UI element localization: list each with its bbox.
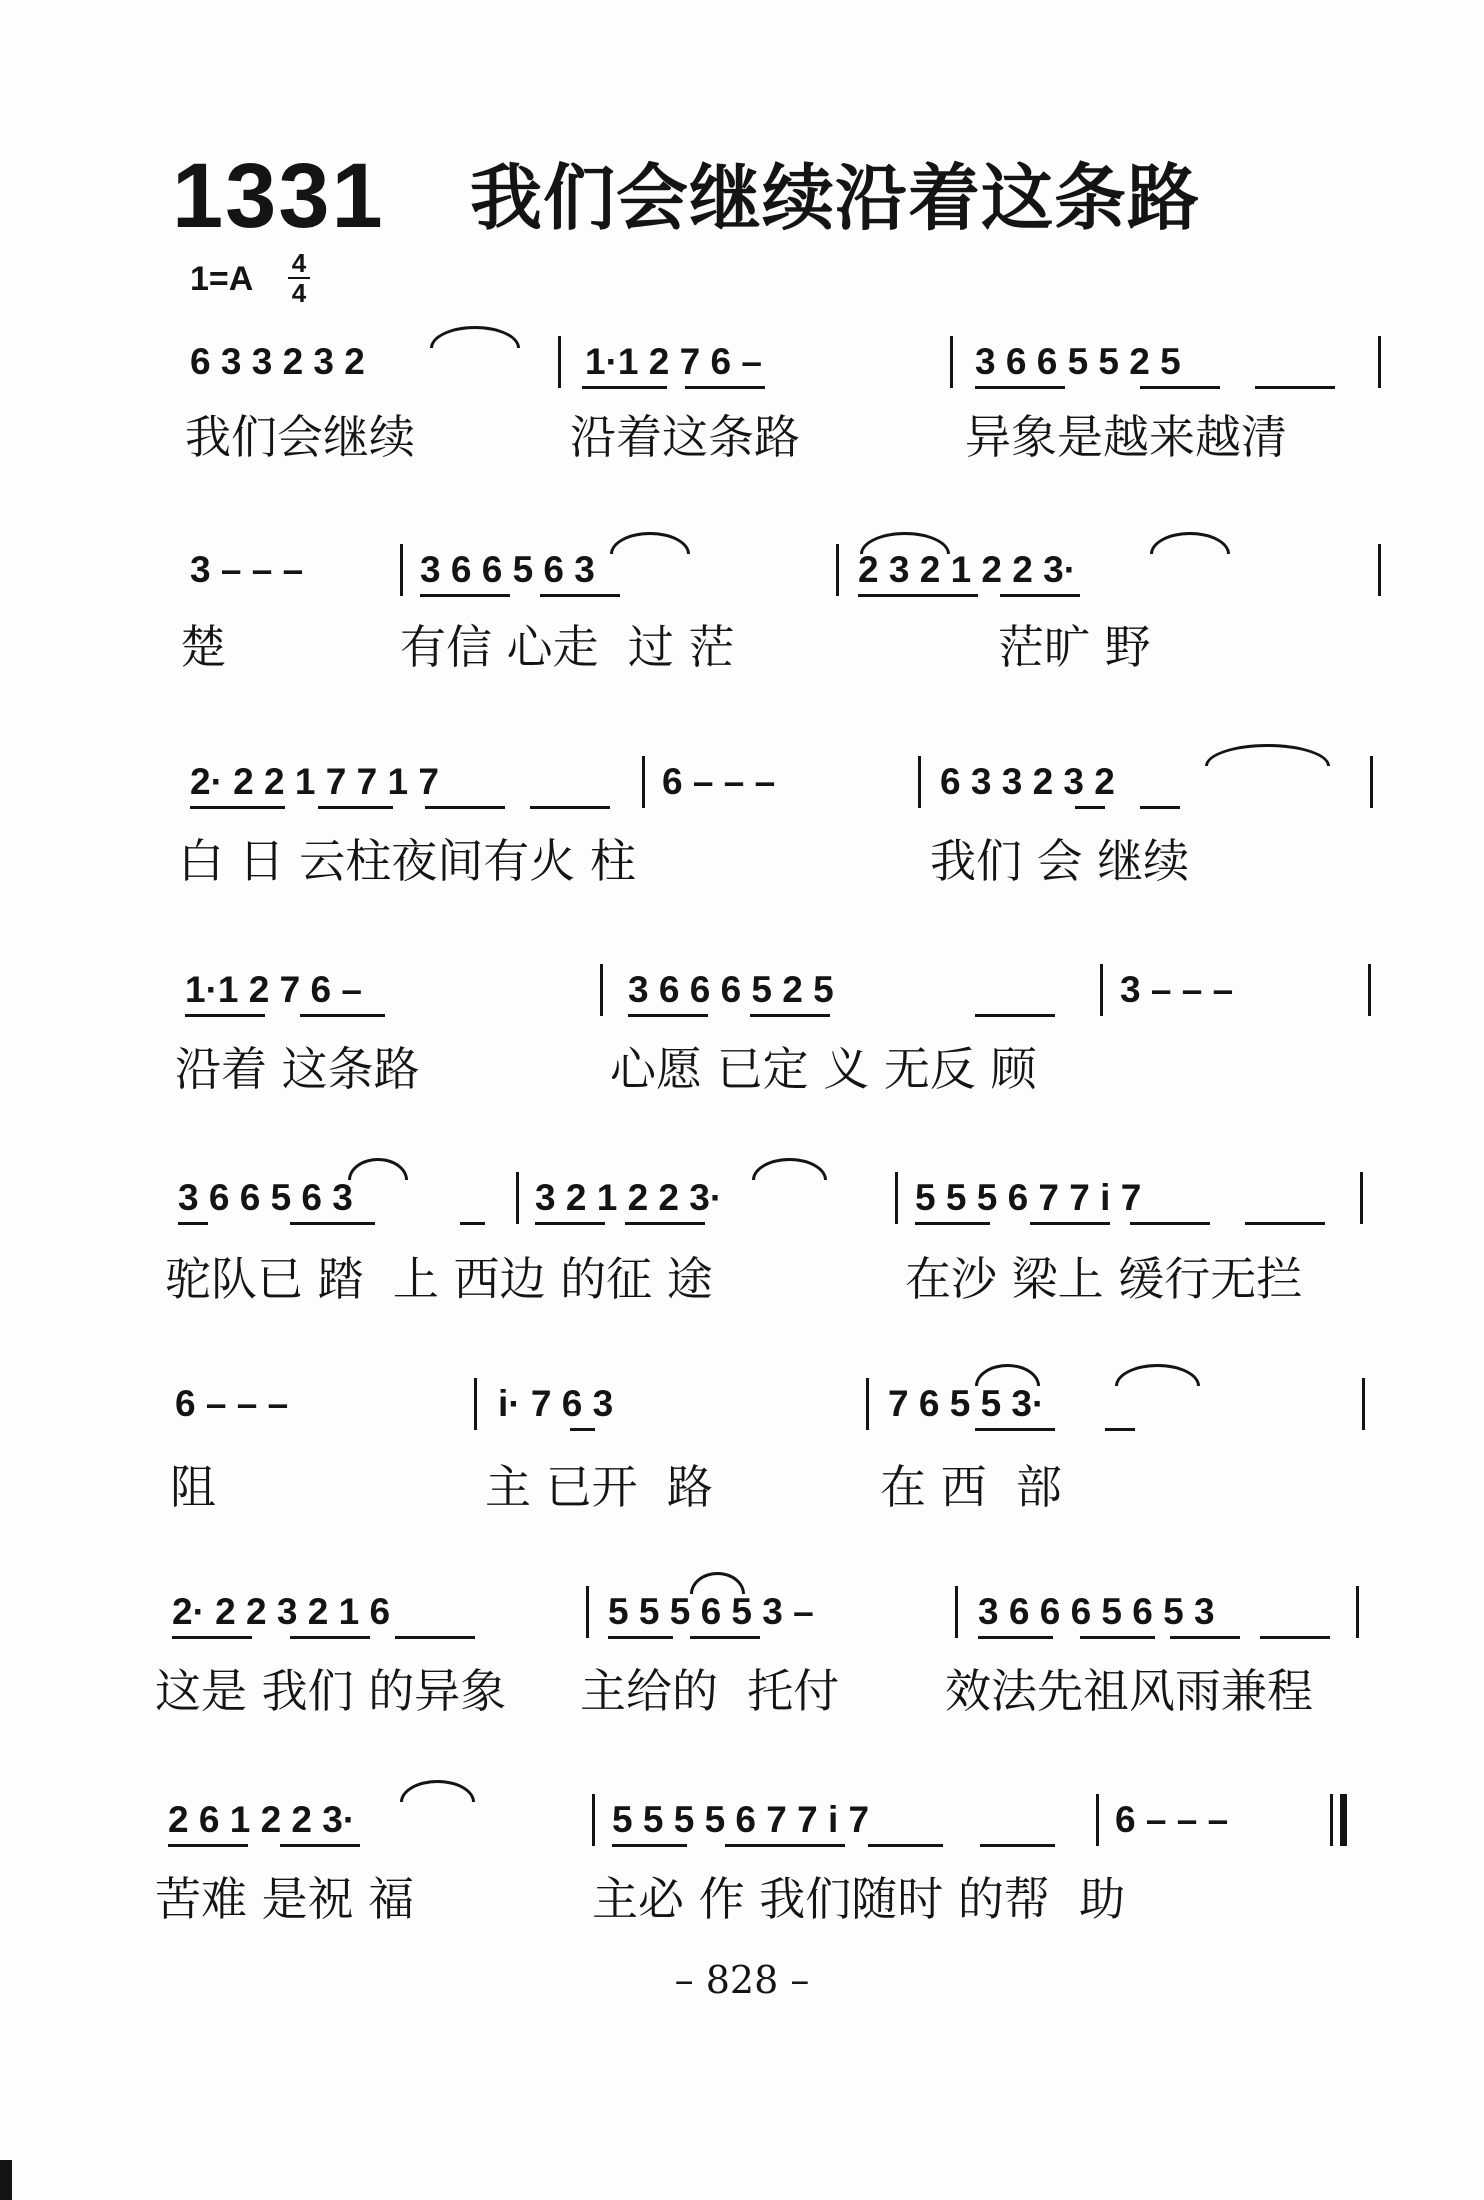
notation-line: [0, 1168, 1484, 1228]
lyric-line: [0, 826, 1484, 896]
lyric-text: 我们 会 继续: [930, 834, 1190, 888]
lyric-text: 这是 我们 的异象: [155, 1664, 507, 1718]
bar-line: [600, 964, 603, 1016]
bar-line: [400, 544, 403, 596]
beam-underline: [290, 1636, 370, 1639]
beam-underline: [750, 1014, 830, 1017]
lyric-line: [0, 1244, 1484, 1314]
lyric-text: 有信 心走 过 茫: [400, 620, 735, 674]
notation-line: [0, 752, 1484, 812]
bar-line: [1100, 964, 1103, 1016]
bar-line: [950, 336, 953, 388]
measure: 7 6 5 5 3·: [888, 1383, 1045, 1424]
measure: 2 3 2 1 2 2 3·: [858, 549, 1077, 590]
slur: [430, 326, 520, 348]
lyric-text: 白 日 云柱夜间有火 柱: [178, 834, 636, 888]
measure: 5 5 5 5 6 7 7 i 7: [612, 1799, 870, 1840]
notation-line: [0, 1582, 1484, 1642]
slur: [752, 1158, 827, 1180]
bar-line: [1360, 1172, 1363, 1224]
time-signature: [288, 250, 310, 306]
measure: 3 – – –: [190, 549, 304, 590]
final-bar-line: [1340, 1794, 1347, 1846]
song-number: 1331: [172, 145, 385, 247]
beam-underline: [530, 806, 610, 809]
beam-underline: [1075, 806, 1105, 809]
measure: 5 5 5 6 5 3 –: [608, 1591, 814, 1632]
beam-underline: [980, 1844, 1055, 1847]
bar-line: [586, 1586, 589, 1638]
measure: 2· 2 2 3 2 1 6: [172, 1591, 391, 1632]
time-signature-bottom: 4: [291, 278, 307, 308]
beam-underline: [725, 1844, 845, 1847]
time-signature-top: 4: [288, 250, 310, 279]
bar-line: [895, 1172, 898, 1224]
measure: 3 6 6 6 5 6 5 3: [978, 1591, 1215, 1632]
key-signature: 1=A: [190, 260, 254, 298]
beam-underline: [300, 1014, 385, 1017]
measure: 3 6 6 5 6 3: [178, 1177, 353, 1218]
beam-underline: [915, 1222, 990, 1225]
measure: 6 – – –: [662, 761, 776, 802]
lyric-text: 沿着 这条路: [175, 1042, 420, 1096]
slur: [348, 1158, 408, 1180]
beam-underline: [178, 1222, 208, 1225]
lyric-line: [0, 612, 1484, 682]
lyric-text: 心愿 已定 义 无反 顾: [610, 1042, 1037, 1096]
beam-underline: [168, 1844, 248, 1847]
notation-line: [0, 1374, 1484, 1434]
measure: 5 5 5 6 7 7 i 7: [915, 1177, 1142, 1218]
beam-underline: [628, 1014, 708, 1017]
slur: [1150, 532, 1230, 554]
beam-underline: [425, 806, 505, 809]
slur: [975, 1364, 1040, 1386]
lyric-text: 楚: [180, 620, 226, 674]
beam-underline: [172, 1636, 252, 1639]
lyric-text: 苦难 是祝 福: [155, 1872, 415, 1926]
slur: [1115, 1364, 1200, 1386]
bar-line: [642, 756, 645, 808]
lyric-line: [0, 402, 1484, 472]
notation-line: [0, 332, 1484, 392]
lyric-text: 驼队已 踏 上 西边 的征 途: [165, 1252, 713, 1306]
beam-underline: [1140, 806, 1180, 809]
lyric-text: 主给的 托付: [580, 1664, 840, 1718]
beam-underline: [318, 806, 393, 809]
measure: 1·1 2 7 6 –: [185, 969, 362, 1010]
bar-line: [516, 1172, 519, 1224]
beam-underline: [290, 1222, 375, 1225]
beam-underline: [1140, 386, 1220, 389]
scan-corner-mark: [0, 2160, 12, 2200]
measure: 3 6 6 5 6 3: [420, 549, 595, 590]
bar-line: [918, 756, 921, 808]
measure: 1·1 2 7 6 –: [585, 341, 762, 382]
notation-line: [0, 1790, 1484, 1850]
lyric-text: 阻: [170, 1460, 216, 1514]
beam-underline: [1245, 1222, 1325, 1225]
beam-underline: [685, 386, 765, 389]
beam-underline: [535, 1222, 605, 1225]
bar-line: [836, 544, 839, 596]
final-bar-line: [1330, 1794, 1333, 1846]
beam-underline: [1255, 386, 1335, 389]
lyric-line: [0, 1656, 1484, 1726]
beam-underline: [540, 594, 620, 597]
beam-underline: [975, 1428, 1055, 1431]
lyric-text: 沿着这条路: [570, 410, 800, 464]
slur: [400, 1780, 475, 1802]
measure: 6 3 3 2 3 2: [190, 341, 365, 382]
beam-underline: [975, 386, 1065, 389]
song-title: 我们会继续沿着这条路: [470, 156, 1201, 240]
bar-line: [866, 1378, 869, 1430]
measure: 2 6 1 2 2 3·: [168, 1799, 356, 1840]
notation-line: [0, 960, 1484, 1020]
beam-underline: [1000, 594, 1080, 597]
lyric-text: 在 西 部: [880, 1460, 1062, 1514]
lyric-text: 我们会继续: [185, 410, 415, 464]
beam-underline: [420, 594, 510, 597]
lyric-line: [0, 1864, 1484, 1934]
beam-underline: [868, 1844, 943, 1847]
lyric-text: 主 已开 路: [485, 1460, 713, 1514]
beam-underline: [1105, 1428, 1135, 1431]
beam-underline: [625, 1222, 705, 1225]
beam-underline: [395, 1636, 475, 1639]
lyric-text: 异象是越来越清: [965, 410, 1287, 464]
beam-underline: [190, 806, 285, 809]
page-number: – 828 –: [674, 1958, 810, 2002]
lyric-text: 效法先祖风雨兼程: [945, 1664, 1313, 1718]
bar-line: [1378, 544, 1381, 596]
bar-line: [1356, 1586, 1359, 1638]
beam-underline: [1080, 1636, 1155, 1639]
measure: 3 6 6 5 5 2 5: [975, 341, 1181, 382]
bar-line: [1378, 336, 1381, 388]
bar-line: [558, 336, 561, 388]
beam-underline: [582, 386, 667, 389]
beam-underline: [460, 1222, 485, 1225]
lyric-text: 茫旷 野: [998, 620, 1151, 674]
slur: [690, 1572, 745, 1594]
bar-line: [474, 1378, 477, 1430]
lyric-line: [0, 1034, 1484, 1104]
beam-underline: [978, 1636, 1053, 1639]
beam-underline: [858, 594, 978, 597]
measure: 2· 2 2 1 7 7 1 7: [190, 761, 439, 802]
bar-line: [1370, 756, 1373, 808]
measure: 3 2 1 2 2 3·: [535, 1177, 723, 1218]
slur: [860, 532, 950, 554]
measure: 6 – – –: [1115, 1799, 1229, 1840]
lyric-text: 在沙 梁上 缓行无拦: [905, 1252, 1303, 1306]
beam-underline: [570, 1428, 595, 1431]
measure: 6 3 3 2 3 2: [940, 761, 1115, 802]
bar-line: [592, 1794, 595, 1846]
beam-underline: [1130, 1222, 1210, 1225]
lyric-line: [0, 1452, 1484, 1522]
beam-underline: [975, 1014, 1055, 1017]
beam-underline: [1030, 1222, 1110, 1225]
measure: i· 7 6 3: [498, 1383, 614, 1424]
beam-underline: [185, 1014, 265, 1017]
measure: 3 6 6 6 5 2 5: [628, 969, 834, 1010]
measure: 6 – – –: [175, 1383, 289, 1424]
beam-underline: [280, 1844, 360, 1847]
bar-line: [1362, 1378, 1365, 1430]
bar-line: [1368, 964, 1371, 1016]
beam-underline: [1260, 1636, 1330, 1639]
beam-underline: [1170, 1636, 1240, 1639]
measure: 3 – – –: [1120, 969, 1234, 1010]
lyric-text: 主必 作 我们随时 的帮 助: [592, 1872, 1126, 1926]
notation-line: [0, 540, 1484, 600]
beam-underline: [690, 1636, 760, 1639]
bar-line: [955, 1586, 958, 1638]
beam-underline: [608, 1636, 673, 1639]
bar-line: [1096, 1794, 1099, 1846]
beam-underline: [612, 1844, 687, 1847]
slur: [1205, 744, 1330, 766]
slur: [610, 532, 690, 554]
